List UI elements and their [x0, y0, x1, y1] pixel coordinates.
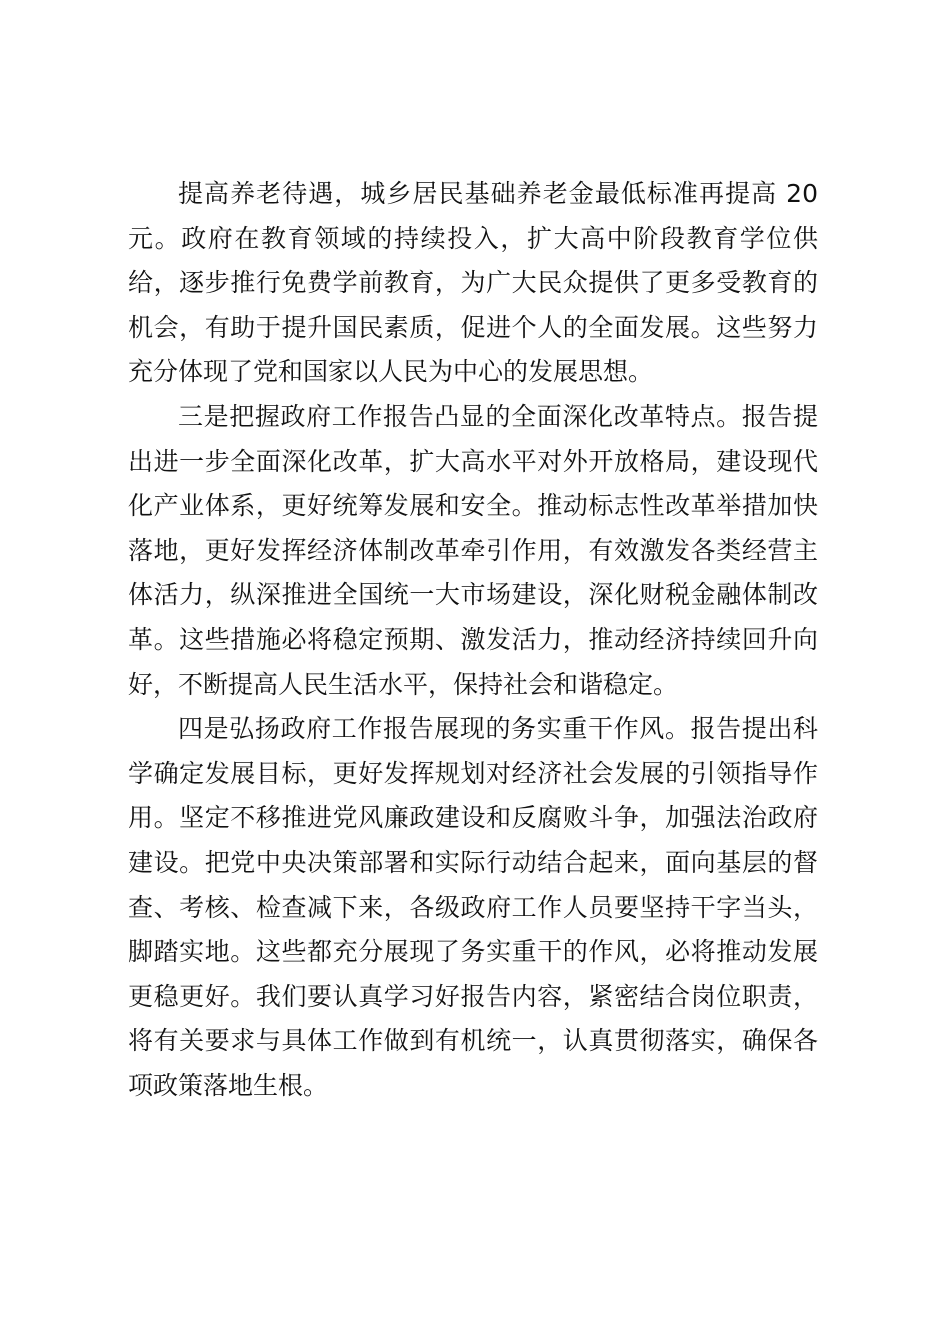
text-line: 体活力，纵深推进全国统一大市场建设，深化财税金融体制改 — [128, 580, 818, 610]
text-line: 给，逐步推行免费学前教育，为广大民众提供了更多受教育的 — [128, 268, 818, 298]
text-line: 四是弘扬政府工作报告展现的务实重干作风。报告提出科 — [178, 714, 818, 744]
text-line: 落地，更好发挥经济体制改革牵引作用，有效激发各类经营主 — [128, 535, 818, 565]
text-line: 用。坚定不移推进党风廉政建设和反腐败斗争，加强法治政府 — [128, 803, 818, 833]
paragraph — [128, 172, 818, 395]
text-line: 查、考核、检查减下来，各级政府工作人员要坚持干字当头， — [128, 892, 818, 922]
text-line: 元。政府在教育领域的持续投入，扩大高中阶段教育学位供 — [128, 223, 818, 253]
text-line: 充分体现了党和国家以人民为中心的发展思想。 — [128, 357, 654, 387]
text-line: 提高养老待遇，城乡居民基础养老金最低标准再提高 20 — [178, 179, 818, 208]
paragraph — [128, 707, 818, 1108]
text-line: 建设。把党中央决策部署和实际行动结合起来，面向基层的督 — [128, 847, 818, 877]
text-line: 好，不断提高人民生活水平，保持社会和谐稳定。 — [128, 669, 679, 699]
text-line: 机会，有助于提升国民素质，促进个人的全面发展。这些努力 — [128, 312, 818, 342]
body-text — [128, 172, 818, 1108]
text-line: 学确定发展目标，更好发挥规划对经济社会发展的引领指导作 — [128, 758, 818, 788]
text-line: 化产业体系，更好统筹发展和安全。推动标志性改革举措加快 — [128, 491, 818, 521]
text-line: 三是把握政府工作报告凸显的全面深化改革特点。报告提 — [178, 401, 818, 431]
text-line: 将有关要求与具体工作做到有机统一，认真贯彻落实，确保各 — [128, 1026, 818, 1056]
text-line: 更稳更好。我们要认真学习好报告内容，紧密结合岗位职责， — [128, 981, 818, 1011]
text-line: 脚踏实地。这些都充分展现了务实重干的作风，必将推动发展 — [128, 937, 818, 967]
paragraph — [128, 395, 818, 707]
text-line: 革。这些措施必将稳定预期、激发活力，推动经济持续回升向 — [128, 624, 818, 654]
text-line: 出进一步全面深化改革，扩大高水平对外开放格局，建设现代 — [128, 446, 818, 476]
text-line: 项政策落地生根。 — [128, 1070, 329, 1100]
